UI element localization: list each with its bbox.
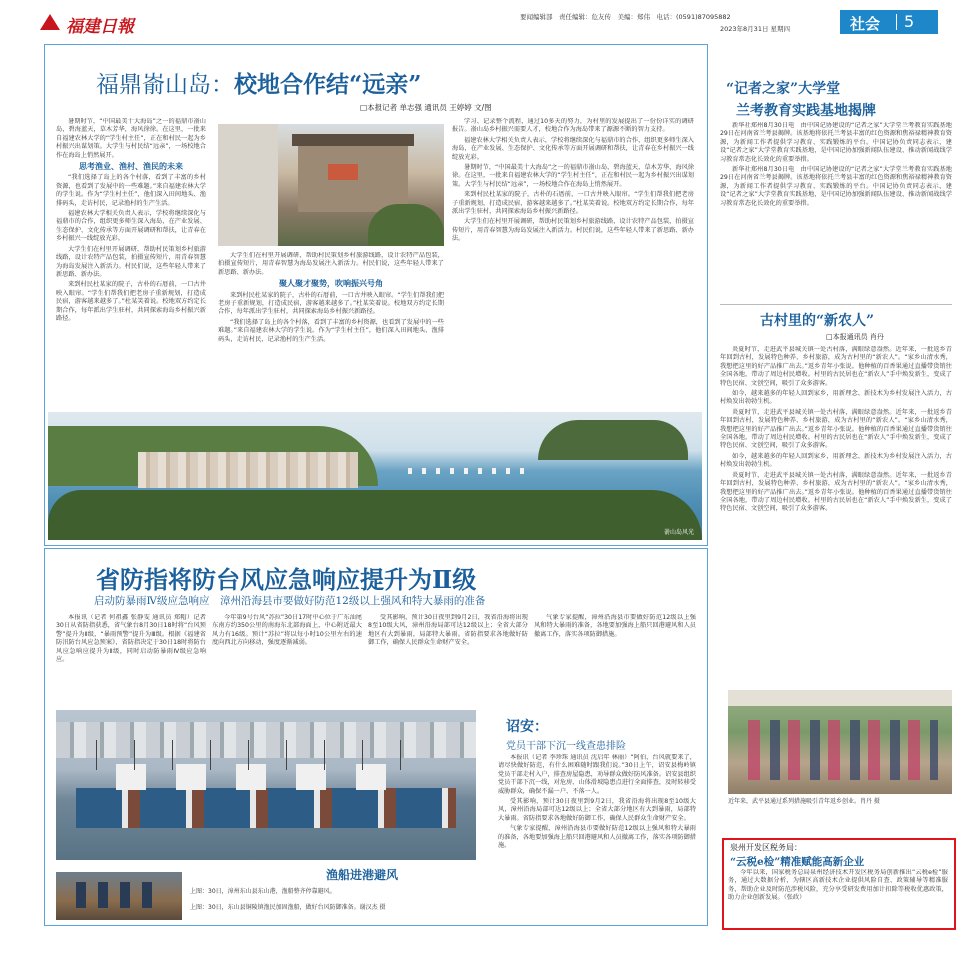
- story2-subtitle: 启动防暴雨Ⅳ级应急响应 漳州沿海县市要做好防范12级以上强风和特大暴雨的准备: [94, 595, 486, 607]
- story4-text2: 如今，越来越多的年轻人回到家乡，用新理念、新技术为乡村发展注入活力，古村焕发出勃勃生机。: [720, 390, 952, 406]
- story1-col2: [218, 252, 444, 352]
- story5-body: [728, 869, 948, 923]
- story3-body: [720, 122, 952, 298]
- right-divider-1: [720, 304, 952, 305]
- story1-island-photo: [48, 412, 702, 540]
- story4-byline: □本报通讯员 肖丹: [826, 333, 884, 341]
- story1-col3b-text: “我们选择了岛上的各个村落，看到了丰富的乡村资源，也看到了发展中的一些难题。”来自福建农林大学的学生说。作为“学生村主任”，他们深入田间地头、渔排码头，走访村民，记录渔村的生产生活。: [218, 318, 444, 343]
- story2-sidebar-text: 本报讯（记者 李珍珠 通讯员 沈启年 林丽）“阿伯，台风就要来了，请尽快做好防范，有什么困难随时跟我们说。”30日上午，诏安县梅岭镇党员干部走村入户，排查房屋隐患，劝导群众做好防风准备。诏安县组织党员干部下沉一线，对危房、山体滑坡隐患点进行全面排查，及时转移受威胁群众，确保不漏一户、不落一人。: [498, 754, 696, 795]
- newspaper-logo: [40, 12, 160, 37]
- photo-wall-left: [218, 124, 278, 246]
- masthead-editors: 要闻编辑部 责任编辑：危友传 美编：郑伟 电话：(0591)87095882: [520, 13, 731, 21]
- story2-small-photo: [56, 872, 182, 920]
- story1-title-a: 福鼎嵛山岛：: [96, 72, 234, 98]
- photo-village-houses: [138, 452, 358, 488]
- story5-kicker: 泉州开发区税务局：: [730, 843, 802, 852]
- story3-text2: 新华社郑州8月30日电 由中国记协建设的“记者之家”大学堂兰考教育实践基地29日在河南省兰考县揭牌。该基地将依托兰考县丰富的红色资源和焦裕禄精神教育资源，为新闻工作者提供学习教育、实践锻炼的平台。中国记协负责同志表示，建设“记者之家”大学堂教育实践基地，是中国记协加强新闻队伍建设、推动新闻战线学习教育常态化长效化的重要举措。: [720, 166, 952, 207]
- story1-col1-text: 暑期时节，“中国最美十大海岛”之一的福鼎市嵛山岛，碧海蓝天，草木芳华，海风徐徐。在这里，一批来自福建农林大学的“学生村主任”，正在和村民一起为乡村振兴出谋划策。大学生与村民结“远亲”，一场校地合作在海岛上悄然展开。: [56, 118, 206, 159]
- photo-people: [748, 720, 938, 780]
- photo-boats: [408, 468, 528, 474]
- story1-col1e-text: 来到村民杜某家的院子，古朴的石厝前，一口古井映入眼帘。“学生们帮我们把老房子重新规划，打造成民宿，游客越来越多了。”杜某笑着说。校地双方约定长期合作，每年派出学生驻村，共同探索海岛乡村振兴新路径。: [56, 281, 206, 322]
- story1-col1c-text: 福建农林大学相关负责人表示，学校将继续深化与福鼎市的合作，组织更多师生深入海岛，在产业发展、生态保护、文化传承等方面开展调研和帮扶，让青春在乡村振兴一线绽放光彩。: [56, 210, 206, 243]
- story5-text: 今年以来，国家税务总局泉州经济技术开发区税务局创新推出“云税e检”服务，通过大数据分析，为辖区高新技术企业提供风险自查、政策辅导等精准服务，帮助企业及时防范涉税风险，充分享受研发费用加计扣除等税收优惠政策，助力企业创新发展。（张政）: [728, 869, 948, 902]
- story2-col2-text: 今年第9号台风“苏拉”30日17时中心位于广东汕尾东南方约350公里的南海东北部海面上，中心附近最大风力有16级。预计“苏拉”将以每小时10公里左右的速度向西北方向移动，强度逐渐减弱。: [212, 614, 362, 647]
- story1-col4-text: 学习、记录整个流程，通过10多天的努力，为村里的发展提出了一份份详实的调研报告。嵛山岛乡村振兴需要人才，校地合作为海岛带来了源源不断的智力支持。: [452, 118, 694, 134]
- story2-caption-a: 上图：30日，漳州东山县东山港，渔船整齐停靠避风。: [190, 888, 336, 895]
- photo-foreground-trees: [48, 490, 702, 540]
- photo-building-roof: [292, 134, 414, 146]
- story2-col1: [56, 614, 206, 706]
- story2-photo-title: 渔船进港避风: [326, 868, 399, 882]
- story4-text5: 炎夏时节，走进武平县城关镇一处古村落，满眼绿意盎然。近年来，一批返乡青年回到古村，发展特色种养、乡村旅游，成为古村里的“新农人”。“家乡山清水秀，我想把这里的好产品推广出去。”返乡青年小张说。他种植的百香果通过直播带货销往全国各地，带动了周边村民增收。村里的古民居也在“新农人”手中焕发新生，变成了特色民宿、文创空间，吸引了众多游客。: [720, 471, 952, 513]
- photo-tent: [728, 690, 952, 706]
- page-number: 5: [904, 12, 915, 31]
- story1-title-b: 校地合作结“远亲”: [234, 71, 422, 98]
- story1-title: [96, 66, 656, 99]
- story3-text: 新华社郑州8月30日电 由中国记协建设的“记者之家”大学堂兰考教育实践基地29日在河南省兰考县揭牌。该基地将依托兰考县丰富的红色资源和焦裕禄精神教育资源，为新闻工作者提供学习教育、实践锻炼的平台。中国记协负责同志表示，建设“记者之家”大学堂教育实践基地，是中国记协加强新闻队伍建设、推动新闻战线学习教育常态化长效化的重要举措。: [720, 122, 952, 163]
- story1-col4e-text: 大学生们在村里开展调研，帮助村民策划乡村旅游线路，设计农特产品包装，拍摄宣传短片，用青春智慧为海岛发展注入新活力。村民们说，这些年轻人带来了新思路、新办法。: [452, 218, 694, 243]
- story1-photo-caption: 嵛山岛风光: [663, 529, 694, 536]
- masthead: [0, 0, 980, 40]
- logo-text: 福建日報: [66, 17, 134, 37]
- section-name: 社会: [850, 15, 881, 33]
- story4-body: [720, 346, 952, 686]
- photo-boat-hulls: [76, 788, 456, 828]
- logo-mark-icon: [40, 14, 60, 30]
- photo-foliage: [368, 204, 444, 246]
- section-tab: [840, 10, 938, 34]
- story4-text: 炎夏时节，走进武平县城关镇一处古村落，满眼绿意盎然。近年来，一批返乡青年回到古村，发展特色种养、乡村旅游，成为古村里的“新农人”。“家乡山清水秀，我想把这里的好产品推广出去。”返乡青年小张说。他种植的百香果通过直播带货销往全国各地，带动了周边村民增收。村里的古民居也在“新农人”手中焕发新生，变成了特色民宿、文创空间，吸引了众多游客。: [720, 346, 952, 387]
- story4-text3: 炎夏时节，走进武平县城关镇一处古村落，满眼绿意盎然。近年来，一批返乡青年回到古村，发展特色种养、乡村旅游，成为古村里的“新农人”。“家乡山清水秀，我想把这里的好产品推广出去。”返乡青年小张说。他种植的百香果通过直播带货销往全国各地，带动了周边村民增收。村里的古民居也在“新农人”手中焕发新生，变成了特色民宿、文创空间，吸引了众多游客。: [720, 408, 952, 450]
- story1-col2-text: 大学生们在村里开展调研，帮助村民策划乡村旅游线路，设计农特产品包装，拍摄宣传短片，用青春智慧为海岛发展注入新活力。村民们说，这些年轻人带来了新思路、新办法。: [218, 252, 444, 276]
- story2-sidebar-body: [498, 754, 696, 918]
- story2-col4-text: 气象专家提醒，漳州沿海县市要做好防范12级以上强风和特大暴雨的准备，各地要加强海上船只回港避风和人员撤离工作，落实各项防御措施。: [534, 614, 696, 638]
- story4-title: 古村里的“新农人”: [760, 313, 875, 329]
- photo-masts: [96, 740, 436, 770]
- story4-photo: [728, 690, 952, 794]
- story1-subhead1: 思考渔业、渔村、渔民的未来: [79, 162, 183, 172]
- story1-col4c-text: 暑期时节，“中国最美十大海岛”之一的福鼎市嵛山岛，碧海蓝天，草木芳华，海风徐徐。在这里，一批来自福建农林大学的“学生村主任”，正在和村民一起为乡村振兴出谋划策。大学生与村民结“远亲”，一场校地合作在海岛上悄然展开。: [452, 164, 694, 188]
- story1-village-photo: [218, 124, 444, 246]
- masthead-date: 2023年8月31日 星期四: [720, 25, 791, 33]
- story2-sidebar-text3: 气象专家提醒，漳州沿海县市要做好防范12级以上强风和特大暴雨的准备，各地要加强海上船只回港避风和人员撤离工作，落实各项防御措施。: [498, 825, 696, 850]
- photo-window: [328, 164, 358, 180]
- story3-title-line1: “记者之家”大学堂: [726, 81, 841, 97]
- story1-col4b-text: 福建农林大学相关负责人表示，学校将继续深化与福鼎市的合作，组织更多师生深入海岛，在产业发展、生态保护、文化传承等方面开展调研和帮扶，让青春在乡村振兴一线绽放光彩。: [452, 136, 694, 161]
- story2-sidebar-text2: 受其影响，预计30日夜里到9月2日，我省沿海将出现8至10级大风，漳州沿海局部可达12级以上；全省大部分地区有大到暴雨，局部特大暴雨。省防指要求各地做好防御工作，确保人民群众生命财产安全。: [498, 798, 696, 822]
- photo-far-island: [538, 420, 688, 460]
- story1-col1b-text: “我们选择了岛上的各个村落，看到了丰富的乡村资源，也看到了发展中的一些难题。”来自福建农林大学的学生说。作为“学生村主任”，他们深入田间地头、渔排码头，走访村民，记录渔村的生产生活。: [56, 174, 206, 207]
- story2-col1-text: 本报讯（记者 何祖鑫 张静雯 通讯员 郑帽）记者30日从省防指获悉，省气象台8月30日18时将“台风预警”提升为Ⅱ级，“暴雨预警”提升为Ⅲ级。根据《福建省防汛防台风应急预案》，省防指决定于30日18时将防台风应急响应提升为Ⅱ级，同时启动防暴雨Ⅳ级应急响应。: [56, 614, 206, 664]
- story2-caption-b: 上图：30日，东山县铜陵镇渔民加固渔船，做好台风防御准备。谢汉杰 摄: [190, 904, 386, 911]
- story4-photo-caption: 近年来，武平县通过系列措施吸引青年返乡创业。肖丹 摄: [728, 798, 880, 805]
- story1-col4d-text: 来到村民杜某家的院子，古朴的石厝前，一口古井映入眼帘。“学生们帮我们把老房子重新规划，打造成民宿，游客越来越多了。”杜某笑着说。校地双方约定长期合作，每年派出学生驻村，共同探索海岛乡村振兴新路径。: [452, 191, 694, 216]
- story1-col1: [56, 118, 206, 410]
- story1-subhead2: 聚人聚才聚势，吹响振兴号角: [279, 279, 383, 289]
- story4-text4: 如今，越来越多的年轻人回到家乡，用新理念、新技术为乡村发展注入活力，古村焕发出勃勃生机。: [720, 452, 952, 469]
- story2-boats-photo: [56, 710, 476, 860]
- section-divider: [896, 14, 897, 30]
- story1-col4: [452, 118, 694, 410]
- story2-col3-text: 受其影响，预计30日夜里到9月2日，我省沿海将出现8至10级大风，漳州沿海局部可达12级以上；全省大部分地区有大到暴雨，局部特大暴雨。省防指要求各地做好防御工作，确保人民群众生命财产安全。: [368, 614, 528, 647]
- story1-col3-text: 来到村民杜某家的院子，古朴的石厝前，一口古井映入眼帘。“学生们帮我们把老房子重新规划，打造成民宿，游客越来越多了。”杜某笑着说。校地双方约定长期合作，每年派出学生驻村，共同探索海岛乡村振兴新路径。: [218, 291, 444, 316]
- story1-byline: □本报记者 单志强 通讯员 王婷婷 文/图: [360, 103, 492, 112]
- story3-title-line2: 兰考教育实践基地揭牌: [736, 103, 876, 119]
- story1-col1d-text: 大学生们在村里开展调研，帮助村民策划乡村旅游线路，设计农特产品包装，拍摄宣传短片，用青春智慧为海岛发展注入新活力。村民们说，这些年轻人带来了新思路、新办法。: [56, 245, 206, 278]
- story2-sidebar-subtitle: 党员干部下沉一线查患排险: [506, 741, 626, 752]
- story2-title: 省防指将防台风应急响应提升为Ⅱ级: [96, 565, 477, 594]
- photo-workers: [76, 882, 156, 908]
- story5-title: “云税e检”精准赋能高新企业: [730, 856, 865, 868]
- story2-sidebar-title: 诏安：: [506, 719, 548, 735]
- story2-col3: [368, 614, 528, 706]
- story2-col2: [212, 614, 362, 706]
- story2-col4: [534, 614, 696, 706]
